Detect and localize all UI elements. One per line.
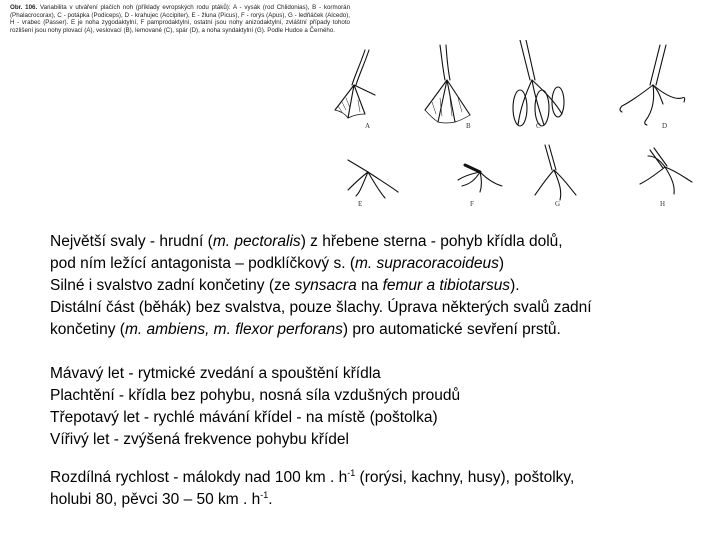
label-g: G bbox=[555, 200, 561, 208]
foot-b-drawing bbox=[425, 45, 470, 123]
foot-c-drawing bbox=[513, 40, 564, 126]
foot-a-drawing bbox=[335, 50, 375, 118]
caption-lead: Obr. 106. bbox=[10, 4, 38, 11]
line-tarsus: Distální část (běhák) bez svalstva, pouze šlachy. Úprava některých svalů zadní bbox=[50, 299, 592, 316]
foot-d-drawing bbox=[620, 45, 685, 125]
label-b: B bbox=[466, 122, 471, 130]
speed-line-2: holubi 80, pěvci 30 – 50 km . $h^{-1}$. bbox=[50, 489, 273, 508]
flight-whirring: Vířivý let - zvýšená frekvence pohybu křídel bbox=[50, 431, 349, 448]
foot-h-drawing bbox=[640, 148, 692, 194]
label-d: D bbox=[662, 122, 668, 130]
foot-f-drawing bbox=[458, 165, 502, 192]
flight-types-list bbox=[50, 363, 700, 451]
foot-e-drawing bbox=[348, 160, 398, 198]
label-a: A bbox=[365, 122, 371, 130]
flight-flapping: Mávavý let - rytmické zvedání a spouštění křídla bbox=[50, 365, 381, 382]
flight-hovering: Třepotavý let - rychlé mávání křídel - na místě (poštolka) bbox=[50, 409, 438, 426]
bird-feet-illustration bbox=[330, 40, 710, 220]
speed-paragraph bbox=[50, 467, 700, 511]
caption-text: Variabilita v utváření plačích noh (příklady evropských rodu ptáků): A - vysák (rod Chlidonias), B - kormorán (Phalacrocorax), C - potápka (Podiceps), D - krahujec (Accipiter), E - žluna (Picus), F - rorýs (Apus), G - ledňáček (Alcedo), H - vrabec (Passer). E je noha zygodaktylní, F pamprodaktylní, ostatní jsou nohy anizodaktylní, zvláštní případy tohoto rozlišení jsou nohy plovací (A), veslovací (B), lemované (C), spár (D), a noha syndaktylní (G). Podle Hudce a Černého. bbox=[10, 4, 351, 34]
line-pectoralis: Největší svaly - hrudní (m. pectoralis) z hřebene sterna - pohyb křídla dolů, bbox=[50, 233, 563, 250]
label-h: H bbox=[660, 200, 666, 208]
line-hindlimb: Silné i svalstvo zadní končetiny (ze synsacra na femur a tibiotarsus). bbox=[50, 277, 520, 294]
line-supracoracoideus: pod ním ležící antagonista – podklíčkový s. (m. supracoracoideus) bbox=[50, 255, 505, 272]
line-perching: končetiny (m. ambiens, m. flexor perforans) pro automatické sevření prstů. bbox=[50, 321, 561, 338]
speed-line-1: Rozdílná rychlost - málokdy nad 100 km . $h^{-1}$ (rorýsi, kachny, husy), poštolky, bbox=[50, 467, 575, 486]
label-f: F bbox=[470, 200, 474, 208]
figure-caption bbox=[10, 4, 350, 34]
flight-gliding: Plachtění - křídla bez pohybu, nosná síla vzdušných proudů bbox=[50, 387, 461, 404]
muscles-paragraph bbox=[50, 231, 700, 341]
foot-g-drawing bbox=[535, 145, 576, 200]
label-e: E bbox=[358, 200, 363, 208]
label-c: C bbox=[536, 122, 541, 130]
